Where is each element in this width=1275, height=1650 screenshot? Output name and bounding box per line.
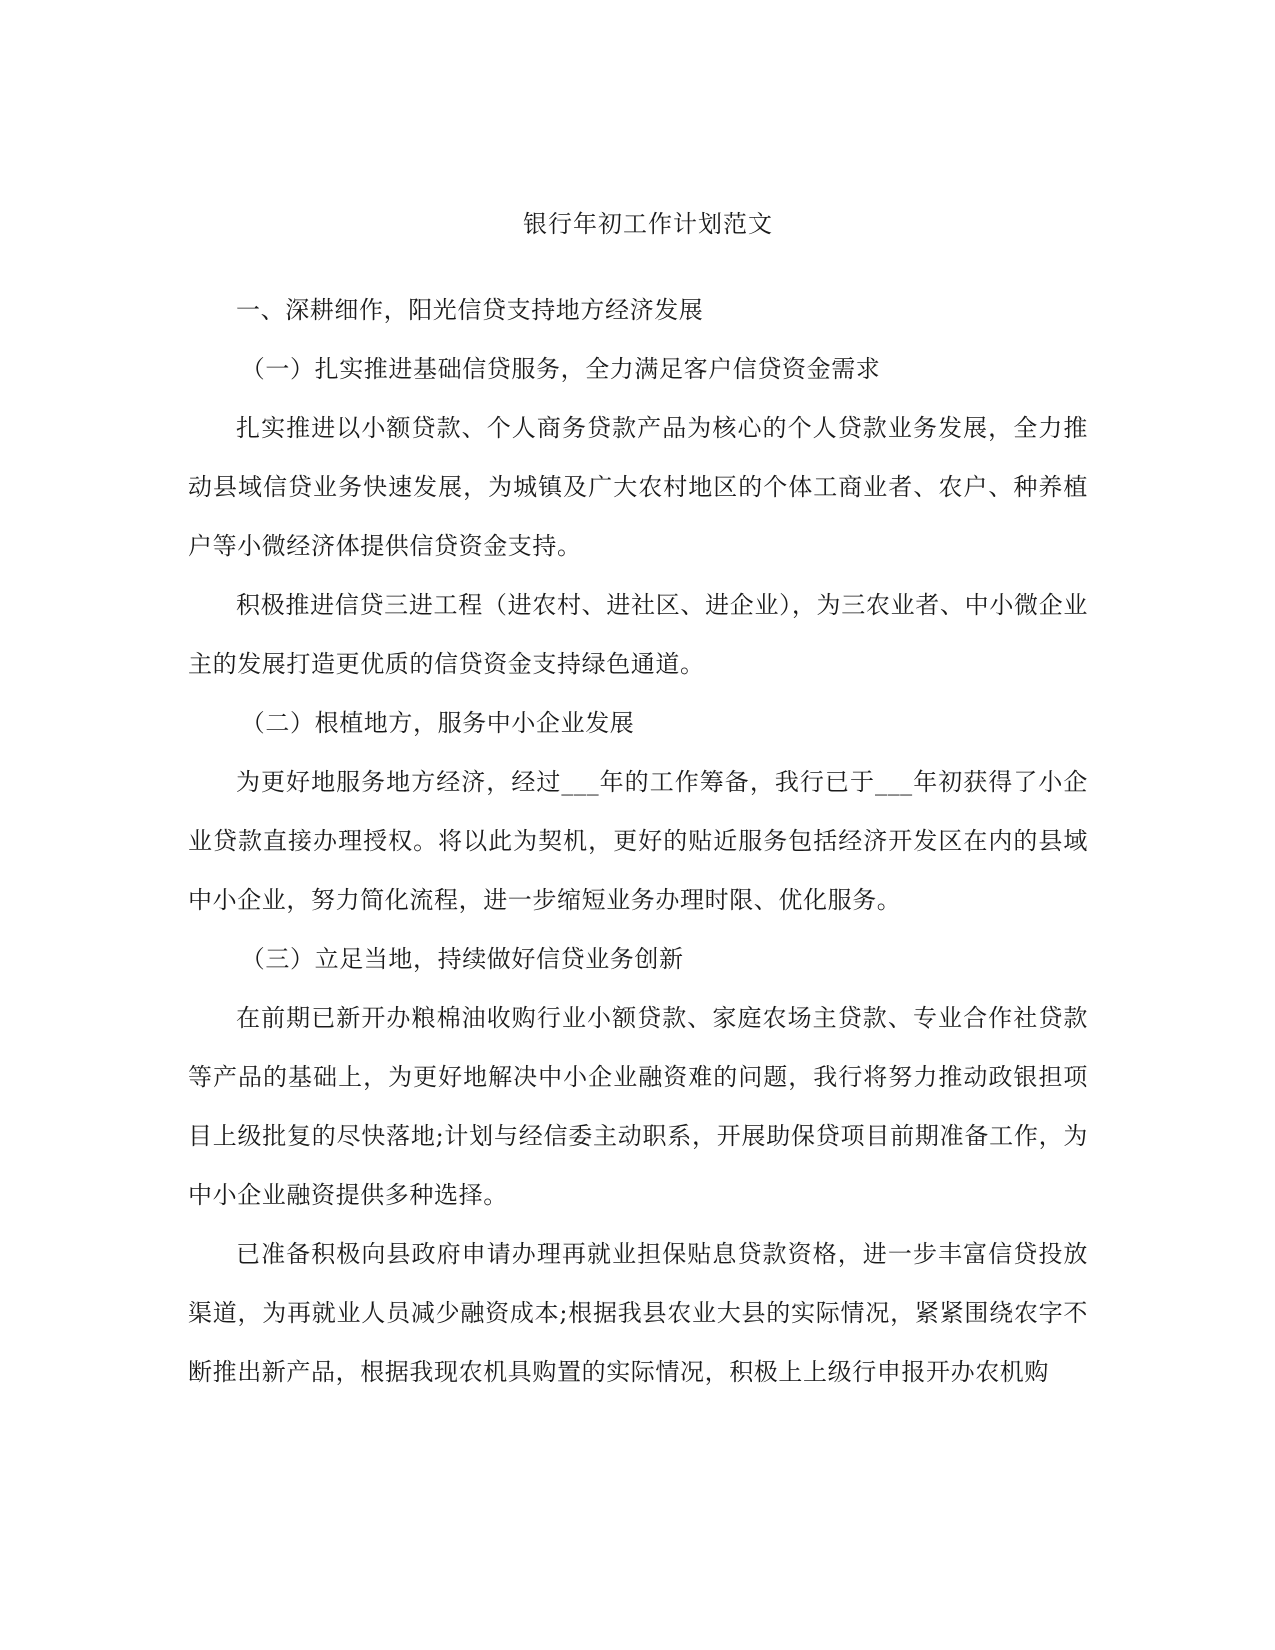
section-heading-1: 一、深耕细作，阳光信贷支持地方经济发展 — [236, 296, 704, 324]
body-paragraph: 为更好地服务地方经济，经过___年的工作筹备，我行已于___年初获得了小企业贷款直接办理授权。将以此为契机，更好的贴近服务包括经济开发区在内的县域中小企业，努力简化流程，进一步缩短业务办理时限、优化服务。 — [188, 768, 1088, 914]
document-title: 银行年初工作计划范文 — [523, 210, 773, 238]
body-paragraph: 扎实推进以小额贷款、个人商务贷款产品为核心的个人贷款业务发展，全力推动县域信贷业务快速发展，为城镇及广大农村地区的个体工商业者、农户、种养植户等小微经济体提供信贷资金支持。 — [188, 414, 1088, 560]
subsection-heading-1: （一）扎实推进基础信贷服务，全力满足客户信贷资金需求 — [240, 355, 881, 383]
body-paragraph: 积极推进信贷三进工程（进农村、进社区、进企业），为三农业者、中小微企业主的发展打造更优质的信贷资金支持绿色通道。 — [188, 591, 1088, 678]
body-paragraph: 已准备积极向县政府申请办理再就业担保贴息贷款资格，进一步丰富信贷投放渠道，为再就业人员减少融资成本;根据我县农业大县的实际情况，紧紧围绕农字不断推出新产品，根据我现农机具购置的实际情况，积极上上级行申报开办农机购 — [188, 1240, 1088, 1386]
subsection-heading-2: （二）根植地方，服务中小企业发展 — [240, 709, 635, 737]
document-body — [188, 202, 1088, 1402]
subsection-heading-3: （三）立足当地，持续做好信贷业务创新 — [240, 945, 684, 973]
body-paragraph: 在前期已新开办粮棉油收购行业小额贷款、家庭农场主贷款、专业合作社贷款等产品的基础上，为更好地解决中小企业融资难的问题，我行将努力推动政银担项目上级批复的尽快落地;计划与经信委主动职系，开展助保贷项目前期准备工作，为中小企业融资提供多种选择。 — [188, 1004, 1088, 1209]
